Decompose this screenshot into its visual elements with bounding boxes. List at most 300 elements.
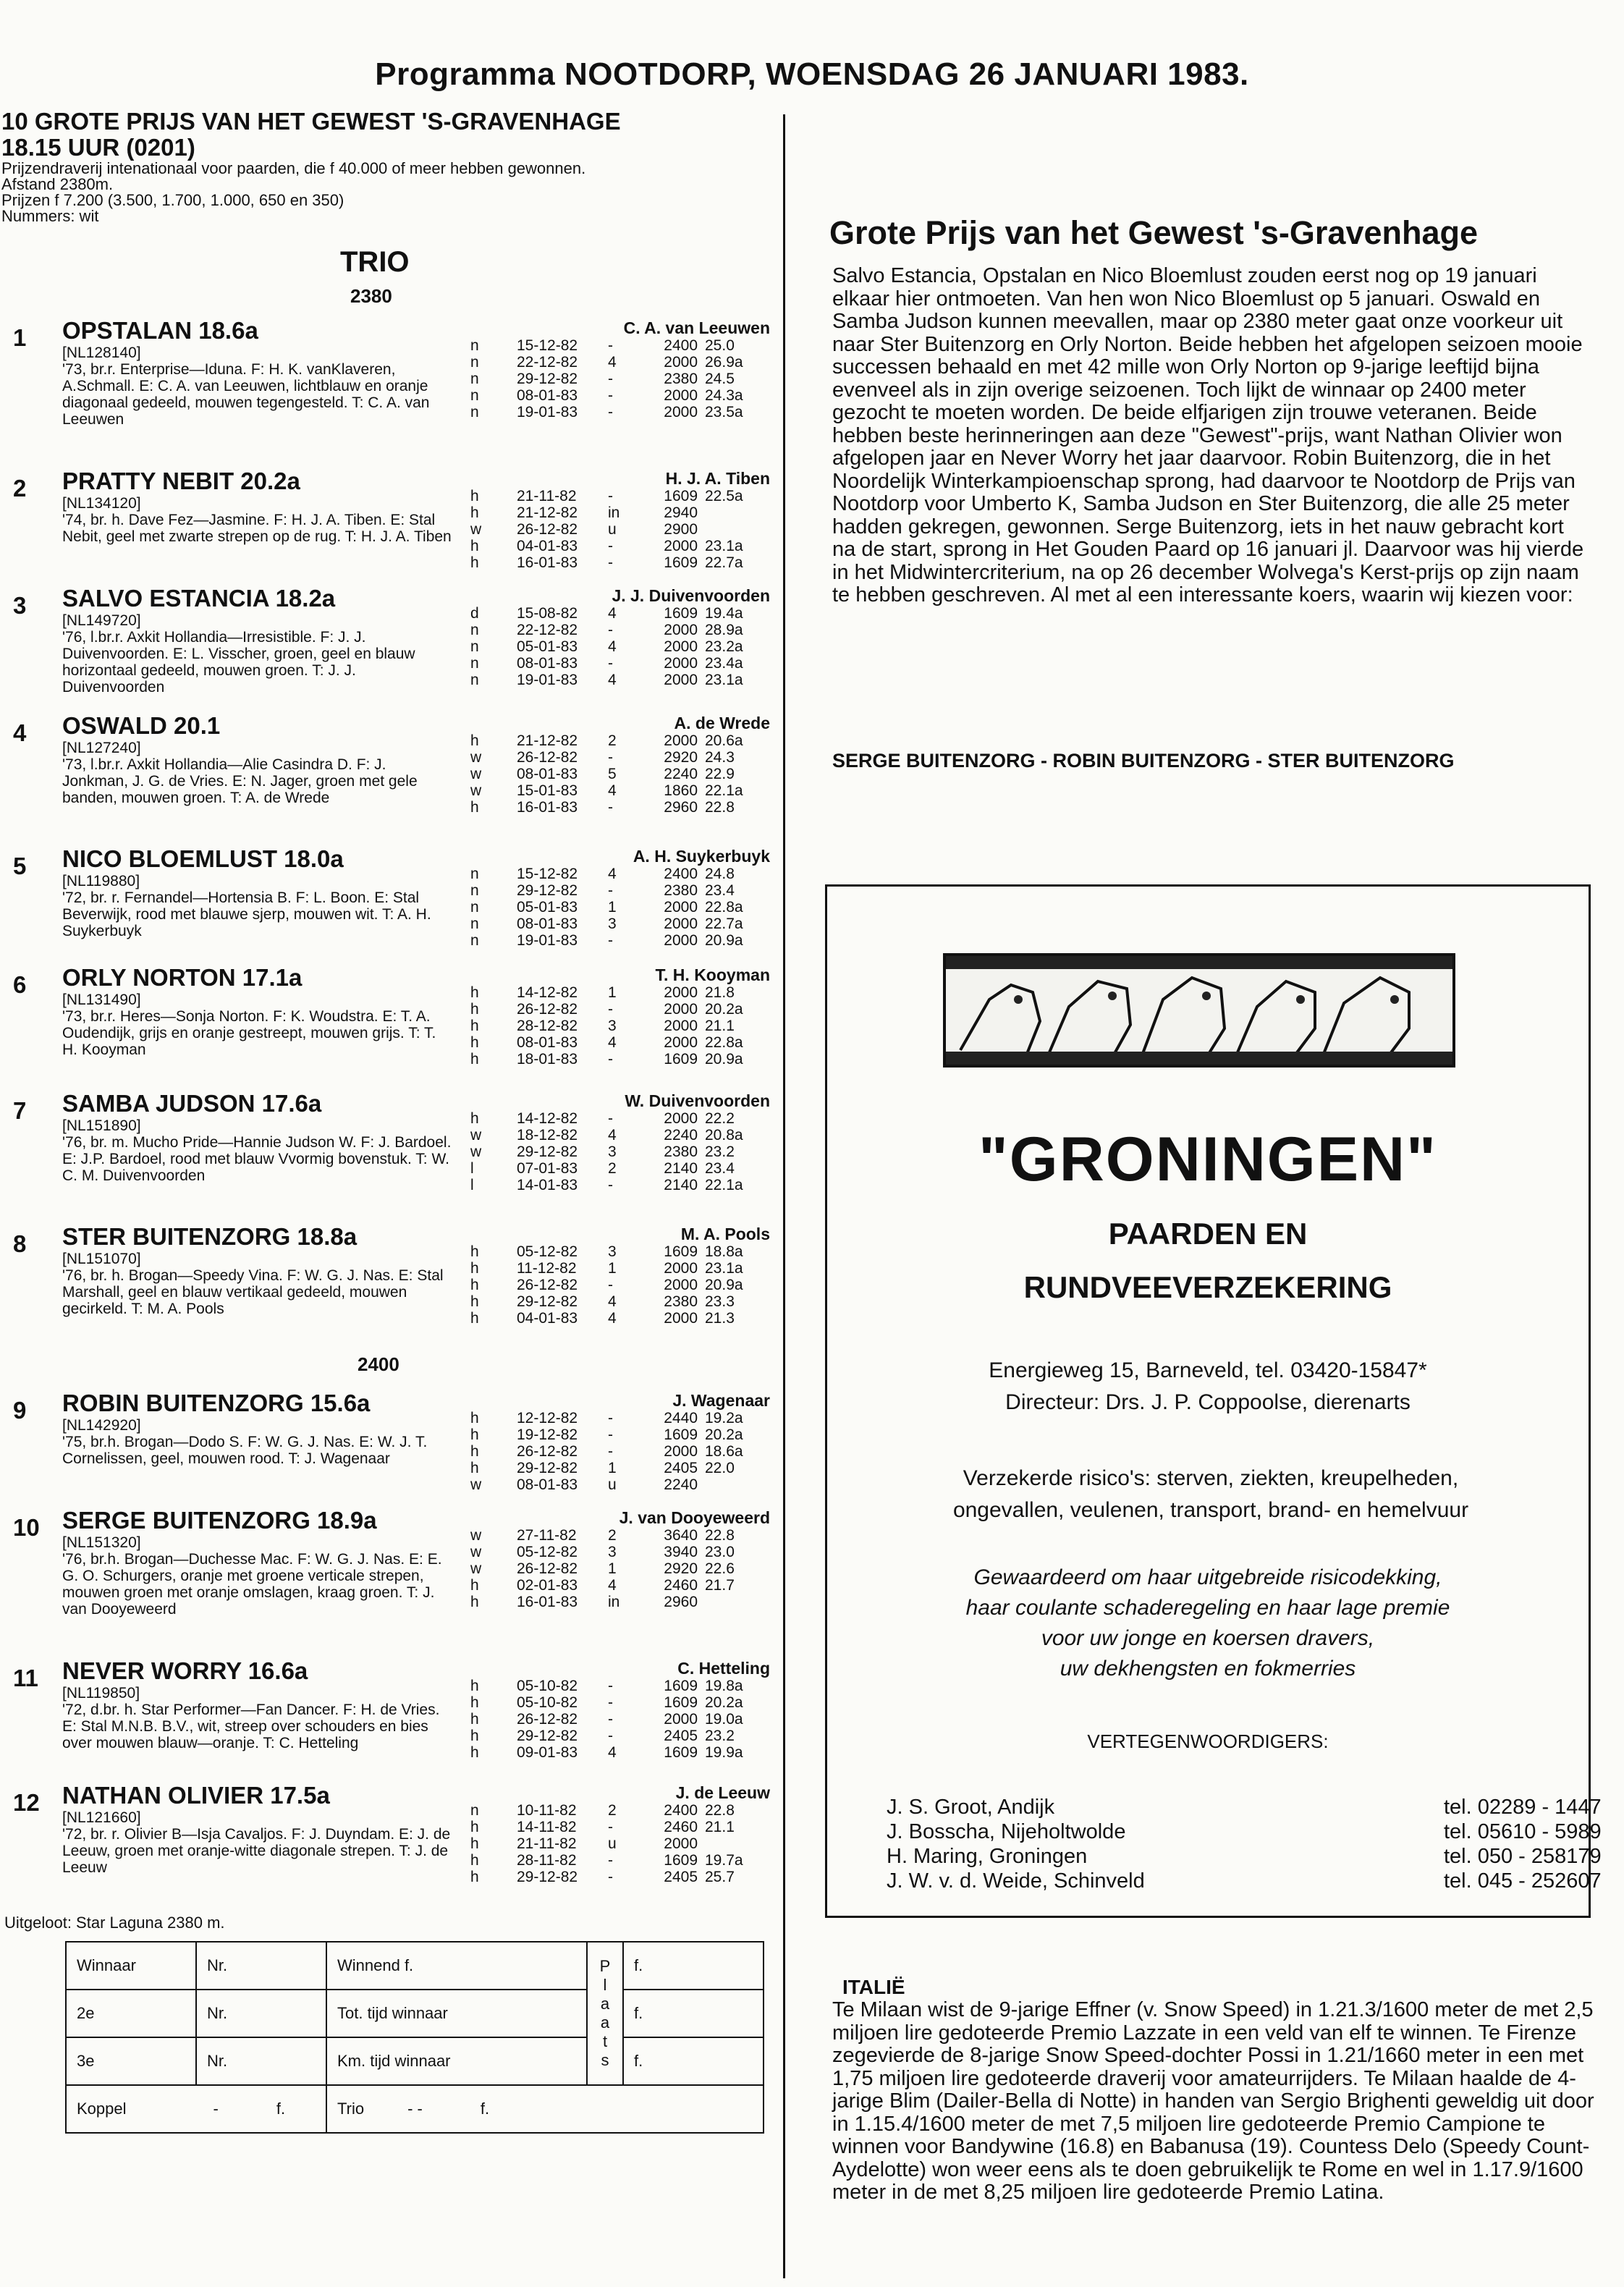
run-cell: 20.2a xyxy=(705,1426,743,1443)
horses-illustration-icon xyxy=(943,953,1455,1068)
run-cell: 15-12-82 xyxy=(517,337,578,354)
run-row xyxy=(470,1293,760,1310)
horse-runs xyxy=(470,337,760,420)
ad-risks: Verzekerde risico's: sterven, ziekten, kreupelheden, ongevallen, veulenen, transport, brand- en hemelvuur xyxy=(952,1466,1469,1522)
nr-label: Nr. xyxy=(196,1942,326,1990)
run-cell: 23.2 xyxy=(705,1728,735,1744)
run-cell: n xyxy=(470,882,479,899)
run-cell: 12-12-82 xyxy=(517,1410,578,1426)
run-cell: 2 xyxy=(608,1802,617,1819)
horse-description: [NL127240] '73, l.br.r. Axkit Hollandia—Alie Casindra D. F: J. Jonkman, J. G. de Vries. E: N. Jager, groen met gele banden, mouwen groen. T: A. de Wrede xyxy=(62,740,418,806)
run-cell: 1609 xyxy=(664,1744,698,1761)
run-cell: n xyxy=(470,371,479,387)
run-cell: u xyxy=(608,1476,617,1493)
run-cell: 15-01-83 xyxy=(517,782,578,799)
run-cell: 22.1a xyxy=(705,1177,743,1193)
run-cell: h xyxy=(470,1443,479,1460)
horse-name: NATHAN OLIVIER 17.5a xyxy=(62,1782,330,1809)
run-cell: n xyxy=(470,638,479,655)
run-cell: 1 xyxy=(608,899,617,916)
run-cell: 28-11-82 xyxy=(517,1852,577,1869)
run-cell: 23.0 xyxy=(705,1544,735,1560)
horse-driver: M. A. Pools xyxy=(680,1225,770,1243)
rep-phone: tel. 02289 - 1447 xyxy=(1444,1796,1602,1819)
run-cell: 18-01-83 xyxy=(517,1051,578,1068)
run-cell: 4 xyxy=(608,866,617,882)
run-cell: h xyxy=(470,1018,479,1034)
horse-number: 9 xyxy=(13,1397,27,1424)
horse-driver: J. van Dooyeweerd xyxy=(619,1508,770,1527)
horse-description: [NL119880] '72, br. r. Fernandel—Hortensia B. F: L. Boon. E: Stal Beverwijk, rood met blauwe sjerp, mouwen wit. T: A. H. Suykerbuyk xyxy=(62,873,431,939)
run-cell: 27-11-82 xyxy=(517,1527,577,1544)
horse-name: ROBIN BUITENZORG 15.6a xyxy=(62,1390,371,1416)
italie-title: ITALIË xyxy=(842,1976,905,1998)
run-cell: 05-01-83 xyxy=(517,899,578,916)
run-cell: n xyxy=(470,916,479,932)
run-row xyxy=(470,932,760,949)
run-cell: 2000 xyxy=(664,1277,698,1293)
horse-runs xyxy=(470,1802,760,1885)
run-cell: - xyxy=(608,554,613,571)
run-cell: 15-08-82 xyxy=(517,605,578,622)
run-cell: 23.2 xyxy=(705,1144,735,1160)
run-cell: 23.1a xyxy=(705,672,743,688)
run-cell: 4 xyxy=(608,672,617,688)
run-cell: 08-01-83 xyxy=(517,916,578,932)
horse-description: [NL134120] '74, br. h. Dave Fez—Jasmine. F: H. J. A. Tiben. E: Stal Nebit, geel met zwarte strepen op de rug. T: H. J. A. Tiben xyxy=(62,495,452,545)
race-title: 10 GROTE PRIJS VAN HET GEWEST 'S-GRAVENHAGE xyxy=(1,108,621,135)
ad-reps-title: VERTEGENWOORDIGERS: xyxy=(1087,1730,1329,1752)
nr-label: Nr. xyxy=(196,2037,326,2085)
run-cell: 1609 xyxy=(664,1694,698,1711)
run-cell: 3940 xyxy=(664,1544,698,1560)
run-cell: 22-12-82 xyxy=(517,622,578,638)
run-cell: 19-12-82 xyxy=(517,1426,578,1443)
rep-name: H. Maring, Groningen xyxy=(887,1845,1088,1868)
run-cell: 29-12-82 xyxy=(517,371,578,387)
ad-slogan-4: uw dekhengsten en fokmerries xyxy=(1060,1657,1356,1681)
run-cell: 22.8 xyxy=(705,799,735,816)
run-cell: 2000 xyxy=(664,655,698,672)
run-row xyxy=(470,882,760,899)
run-cell: 23.4 xyxy=(705,882,735,899)
run-row xyxy=(470,638,760,655)
run-cell: - xyxy=(608,1694,613,1711)
horse-name: OPSTALAN 18.6a xyxy=(62,317,258,344)
run-cell: 20.2a xyxy=(705,1001,743,1018)
run-cell: 16-01-83 xyxy=(517,1594,578,1610)
run-cell: 26-12-82 xyxy=(517,521,578,538)
run-row xyxy=(470,1835,760,1852)
run-cell: - xyxy=(608,1711,613,1728)
rep-name: J. Bosscha, Nijeholtwolde xyxy=(887,1820,1126,1843)
run-cell: 1860 xyxy=(664,782,698,799)
run-cell: 10-11-82 xyxy=(517,1802,577,1819)
run-cell: 29-12-82 xyxy=(517,1728,578,1744)
run-cell: h xyxy=(470,1728,479,1744)
run-cell: 2000 xyxy=(664,984,698,1001)
run-row xyxy=(470,655,760,672)
run-row xyxy=(470,404,760,420)
run-cell: 14-11-82 xyxy=(517,1819,577,1835)
run-row xyxy=(470,1110,760,1127)
koppel-label: Koppel xyxy=(77,2100,127,2118)
run-cell: 2000 xyxy=(664,354,698,371)
run-row xyxy=(470,1018,760,1034)
run-row xyxy=(470,916,760,932)
horse-runs xyxy=(470,1243,760,1327)
run-cell: n xyxy=(470,337,479,354)
run-cell: 1609 xyxy=(664,1426,698,1443)
run-cell: 22.8a xyxy=(705,899,743,916)
run-cell: 19-01-83 xyxy=(517,672,578,688)
run-cell: - xyxy=(608,1678,613,1694)
f-cell: f. xyxy=(623,2037,764,2085)
run-cell: 2920 xyxy=(664,1560,698,1577)
horse-runs xyxy=(470,1678,760,1761)
run-cell: 22.0 xyxy=(705,1460,735,1476)
run-cell: 26.9a xyxy=(705,354,743,371)
run-row xyxy=(470,782,760,799)
horse-number: 10 xyxy=(13,1514,40,1541)
koppel-dash: - xyxy=(213,2100,219,2118)
run-cell: 1609 xyxy=(664,1051,698,1068)
rep-phone: tel. 045 - 252607 xyxy=(1444,1869,1602,1893)
total-time-label: Tot. tijd winnaar xyxy=(326,1990,587,2037)
run-cell: 23.2a xyxy=(705,638,743,655)
race-header xyxy=(1,109,769,224)
run-cell: 2000 xyxy=(664,1018,698,1034)
run-cell: 24.3 xyxy=(705,749,735,766)
ad-line-2: RUNDVEEVERZEKERING xyxy=(1023,1270,1392,1304)
run-row xyxy=(470,387,760,404)
horse-number: 4 xyxy=(13,719,27,746)
run-cell: 18.6a xyxy=(705,1443,743,1460)
run-cell: 22.1a xyxy=(705,782,743,799)
run-cell xyxy=(705,1835,760,1852)
run-cell: - xyxy=(608,1426,613,1443)
run-cell: 4 xyxy=(608,1034,617,1051)
run-cell xyxy=(705,1594,760,1610)
run-cell: 29-12-82 xyxy=(517,1144,578,1160)
run-cell: 22.5a xyxy=(705,488,743,504)
race-prizes: Prijzen f 7.200 (3.500, 1.700, 1.000, 650 en 350) xyxy=(1,191,344,209)
horse-driver: J. de Leeuw xyxy=(675,1783,770,1802)
run-cell: 22.6 xyxy=(705,1560,735,1577)
run-cell: 14-12-82 xyxy=(517,984,578,1001)
horse-driver: C. A. van Leeuwen xyxy=(623,318,770,337)
run-row xyxy=(470,1560,760,1577)
article-title: Grote Prijs van het Gewest 's-Gravenhage xyxy=(829,214,1479,251)
run-cell: w xyxy=(470,1544,482,1560)
run-cell: 2000 xyxy=(664,1110,698,1127)
horse-name: SAMBA JUDSON 17.6a xyxy=(62,1090,322,1117)
run-cell: 24.8 xyxy=(705,866,735,882)
run-cell: - xyxy=(608,387,613,404)
run-cell: 11-12-82 xyxy=(517,1260,577,1277)
run-cell: 22.8 xyxy=(705,1802,735,1819)
run-cell: 21.8 xyxy=(705,984,735,1001)
horse-description: [NL131490] '73, br.r. Heres—Sonja Norton. F: K. Woudstra. E: T. A. Oudendijk, grijs en oranje gestreept, mouwen grijs. T: T. H. Kooyman xyxy=(62,992,436,1058)
run-cell: 1609 xyxy=(664,1678,698,1694)
run-cell: 29-12-82 xyxy=(517,1460,578,1476)
run-cell: 2000 xyxy=(664,638,698,655)
run-cell: 20.2a xyxy=(705,1694,743,1711)
run-cell: 4 xyxy=(608,1293,617,1310)
horse-driver: T. H. Kooyman xyxy=(655,965,770,984)
horse-name: NEVER WORRY 16.6a xyxy=(62,1657,308,1684)
run-cell: 1 xyxy=(608,1460,617,1476)
run-cell: 2000 xyxy=(664,732,698,749)
run-cell: 25.7 xyxy=(705,1869,735,1885)
run-cell: n xyxy=(470,1802,479,1819)
run-cell: 4 xyxy=(608,782,617,799)
horse-number: 3 xyxy=(13,592,27,619)
horse-driver: J. J. Duivenvoorden xyxy=(612,586,770,605)
run-cell: 2920 xyxy=(664,749,698,766)
run-cell: h xyxy=(470,488,479,504)
run-cell: 2400 xyxy=(664,1802,698,1819)
run-row xyxy=(470,1177,760,1193)
run-row xyxy=(470,1260,760,1277)
run-cell: n xyxy=(470,354,479,371)
run-cell: h xyxy=(470,799,479,816)
horse-number: 8 xyxy=(13,1230,27,1257)
run-cell: 19-01-83 xyxy=(517,932,578,949)
run-cell: h xyxy=(470,1594,479,1610)
run-cell: u xyxy=(608,521,617,538)
run-cell: 22.9 xyxy=(705,766,735,782)
run-cell: 04-01-83 xyxy=(517,538,578,554)
rep-row xyxy=(887,1796,1602,1820)
run-cell: 19.8a xyxy=(705,1678,743,1694)
distance-2400-label: 2400 xyxy=(358,1353,399,1375)
run-cell: 23.5a xyxy=(705,404,743,420)
horse-description: [NL151890] '76, br. m. Mucho Pride—Hannie Judson W. F: J. Bardoel. E: J.P. Bardoel, rood met blauw Vvormig bovenstuk. T: W. C. M. Duivenvoorden xyxy=(62,1117,452,1184)
run-cell: 2000 xyxy=(664,932,698,949)
run-cell: 04-01-83 xyxy=(517,1310,578,1327)
run-cell: 3 xyxy=(608,1243,617,1260)
run-cell: 2380 xyxy=(664,882,698,899)
run-cell: 26-12-82 xyxy=(517,1001,578,1018)
run-cell: 2940 xyxy=(664,504,698,521)
run-cell: 1 xyxy=(608,1260,617,1277)
run-cell: 4 xyxy=(608,605,617,622)
race-conditions: Prijzendraverij intenationaal voor paarden, die f 40.000 of meer hebben gewonnen. xyxy=(1,159,586,177)
run-row xyxy=(470,1744,760,1761)
result-form xyxy=(65,1941,764,2134)
run-cell: 16-01-83 xyxy=(517,799,578,816)
horse-name: SALVO ESTANCIA 18.2a xyxy=(62,585,336,612)
f-cell: f. xyxy=(623,1942,764,1990)
run-cell: 1609 xyxy=(664,1852,698,1869)
run-cell: 2000 xyxy=(664,622,698,638)
run-cell: 19-01-83 xyxy=(517,404,578,420)
run-cell: 21.1 xyxy=(705,1819,735,1835)
run-row xyxy=(470,1577,760,1594)
run-cell: 22.8a xyxy=(705,1034,743,1051)
horse-runs xyxy=(470,866,760,949)
run-cell: h xyxy=(470,984,479,1001)
run-row xyxy=(470,1728,760,1744)
run-cell: 22.2 xyxy=(705,1110,735,1127)
run-cell: n xyxy=(470,387,479,404)
run-row xyxy=(470,1243,760,1260)
run-cell: h xyxy=(470,1852,479,1869)
run-cell: 20.9a xyxy=(705,932,743,949)
run-cell: h xyxy=(470,1110,479,1127)
run-cell: 20.6a xyxy=(705,732,743,749)
run-cell: 2000 xyxy=(664,1001,698,1018)
run-cell: 16-01-83 xyxy=(517,554,578,571)
run-cell: 21-12-82 xyxy=(517,504,578,521)
run-cell: 08-01-83 xyxy=(517,1476,578,1493)
run-cell: - xyxy=(608,882,613,899)
run-cell: h xyxy=(470,1051,479,1068)
run-cell: - xyxy=(608,1110,613,1127)
run-cell: 2240 xyxy=(664,766,698,782)
race-time: 18.15 UUR (0201) xyxy=(1,134,195,161)
run-cell: 26-12-82 xyxy=(517,749,578,766)
run-cell: in xyxy=(608,504,620,521)
horse-name: STER BUITENZORG 18.8a xyxy=(62,1223,358,1250)
run-cell: 1609 xyxy=(664,605,698,622)
run-cell: 4 xyxy=(608,1310,617,1327)
run-cell: 2000 xyxy=(664,1835,698,1852)
horse-driver: W. Duivenvoorden xyxy=(625,1091,770,1110)
run-cell: 05-10-82 xyxy=(517,1678,578,1694)
column-divider xyxy=(783,114,785,2278)
run-row xyxy=(470,732,760,749)
run-cell: 2000 xyxy=(664,1310,698,1327)
run-cell: 05-01-83 xyxy=(517,638,578,655)
horse-driver: H. J. A. Tiben xyxy=(665,469,770,488)
run-cell: 21.1 xyxy=(705,1018,735,1034)
run-row xyxy=(470,1711,760,1728)
horse-number: 6 xyxy=(13,971,27,998)
run-row xyxy=(470,521,760,538)
run-cell: h xyxy=(470,732,479,749)
run-cell: - xyxy=(608,749,613,766)
run-cell: 09-01-83 xyxy=(517,1744,578,1761)
run-cell: h xyxy=(470,1835,479,1852)
run-cell: 2405 xyxy=(664,1728,698,1744)
run-cell: 2440 xyxy=(664,1410,698,1426)
run-row xyxy=(470,605,760,622)
horse-name: OSWALD 20.1 xyxy=(62,712,221,739)
run-cell: 1609 xyxy=(664,1243,698,1260)
horse-runs xyxy=(470,1110,760,1193)
run-cell: 2960 xyxy=(664,1594,698,1610)
run-row xyxy=(470,1160,760,1177)
run-cell: 3 xyxy=(608,1544,617,1560)
run-cell: 2960 xyxy=(664,799,698,816)
run-cell: 22.7a xyxy=(705,916,743,932)
article-body: Salvo Estancia, Opstalan en Nico Bloemlust zouden eerst nog op 19 januari elkaar hier ontmoeten. Van hen won Nico Bloemlust op 5 januari. Oswald en Samba Judson kunnen meevallen, maar op 2380 meter gaat onze voorkeur uit naar Ster Buitenzorg en Orly Norton. Beide hebben het afgelopen seizoen mooie successen behaald en met 42 mille won Orly Norton op 9-jarige leeftijd bijna evenveel als in zijn overige seizoenen. Toch lijkt de winnaar op 2400 meter gezocht te moeten worden. De beide elfjarigen zijn trouwe veteranen. Beide hebben beste herinneringen aan deze "Gewest"-prijs, want Nathan Olivier won afgelopen jaar en Never Worry het jaar daarvoor. Robin Buitenzorg, die in het Noordelijk Winterkampioenschap sprong, had daarvoor te Nootdorp de Prijs van Nootdorp voor Umberto K, Samba Judson en Ster Buitenzorg, die alle 25 meter hadden gekregen, gewonnen. Serge Buitenzorg, iets in het nauw gebracht kort na de start, sprong in Het Gouden Paard op 16 januari jl. Daarvoor was hij vierde in het Midwintercriterium, na op 26 december Wolvega's Kerst-prijs op zijn naam te hebben geschreven. Al met al een interessante koers, waarin wij kiezen voor: xyxy=(832,264,1584,606)
run-cell xyxy=(705,1476,760,1493)
run-row xyxy=(470,1476,760,1493)
run-row xyxy=(470,866,760,882)
winning-label: Winnend f. xyxy=(326,1942,587,1990)
run-cell: 24.3a xyxy=(705,387,743,404)
rep-phone: tel. 05610 - 5989 xyxy=(1444,1820,1602,1843)
horse-number: 2 xyxy=(13,475,27,502)
run-cell: h xyxy=(470,1577,479,1594)
horse-name: ORLY NORTON 17.1a xyxy=(62,964,303,991)
run-cell: h xyxy=(470,1711,479,1728)
run-cell: 19.4a xyxy=(705,605,743,622)
run-cell: 21.7 xyxy=(705,1577,735,1594)
run-row xyxy=(470,1694,760,1711)
distance-2380-label: 2380 xyxy=(350,285,392,307)
run-cell: - xyxy=(608,1051,613,1068)
run-cell: 29-12-82 xyxy=(517,1869,578,1885)
run-cell: 2240 xyxy=(664,1127,698,1144)
run-cell: 22.7a xyxy=(705,554,743,571)
run-cell: 19.2a xyxy=(705,1410,743,1426)
horse-description: [NL142920] '75, br.h. Brogan—Dodo S. F: W. G. J. Nas. E: W. J. T. Cornelissen, geel, mouwen rood. T: J. Wagenaar xyxy=(62,1417,428,1467)
trio-label: Trio xyxy=(337,2100,365,2118)
horse-runs xyxy=(470,1410,760,1493)
withdrawn-note: Uitgeloot: Star Laguna 2380 m. xyxy=(4,1914,225,1932)
run-cell: 21-11-82 xyxy=(517,488,577,504)
run-cell: 08-01-83 xyxy=(517,655,578,672)
run-cell: - xyxy=(608,1869,613,1885)
run-cell: - xyxy=(608,655,613,672)
run-cell: h xyxy=(470,1034,479,1051)
km-time-label: Km. tijd winnaar xyxy=(326,2037,587,2085)
run-row xyxy=(470,672,760,688)
run-cell: - xyxy=(608,1001,613,1018)
run-cell: - xyxy=(608,1728,613,1744)
run-row xyxy=(470,799,760,816)
horse-number: 5 xyxy=(13,853,27,879)
ad-slogan-2: haar coulante schaderegeling en haar lage premie xyxy=(965,1596,1450,1620)
run-cell: w xyxy=(470,782,482,799)
run-cell: 2000 xyxy=(664,538,698,554)
run-cell: 05-10-82 xyxy=(517,1694,578,1711)
run-cell: - xyxy=(608,1819,613,1835)
run-cell: 2900 xyxy=(664,521,698,538)
run-cell: 14-12-82 xyxy=(517,1110,578,1127)
trio-cell xyxy=(326,2085,764,2133)
run-row xyxy=(470,1310,760,1327)
third-label: 3e xyxy=(66,2037,196,2085)
run-cell: w xyxy=(470,749,482,766)
run-cell: 23.1a xyxy=(705,1260,743,1277)
run-cell: - xyxy=(608,799,613,816)
run-cell: 2 xyxy=(608,732,617,749)
run-cell: 2460 xyxy=(664,1819,698,1835)
f-cell: f. xyxy=(623,1990,764,2037)
run-row xyxy=(470,1678,760,1694)
run-row xyxy=(470,1144,760,1160)
run-row xyxy=(470,1594,760,1610)
run-cell: 2000 xyxy=(664,672,698,688)
run-cell: - xyxy=(608,932,613,949)
bet-type: TRIO xyxy=(340,246,410,278)
company-name: "GRONINGEN" xyxy=(978,1125,1437,1194)
horse-description: [NL151320] '76, br.h. Brogan—Duchesse Mac. F: W. G. J. Nas. E: E. G. O. Schurgers, oranje met groene verticale strepen, mouwen groen met oranje omslagen, kraag groen. T: J. van Dooyeweerd xyxy=(62,1534,442,1618)
run-cell: 5 xyxy=(608,766,617,782)
run-row xyxy=(470,504,760,521)
run-cell: w xyxy=(470,1476,482,1493)
run-row xyxy=(470,766,760,782)
run-cell: 2000 xyxy=(664,916,698,932)
run-cell: 21.3 xyxy=(705,1310,735,1327)
horse-driver: J. Wagenaar xyxy=(672,1391,770,1410)
run-row xyxy=(470,1527,760,1544)
